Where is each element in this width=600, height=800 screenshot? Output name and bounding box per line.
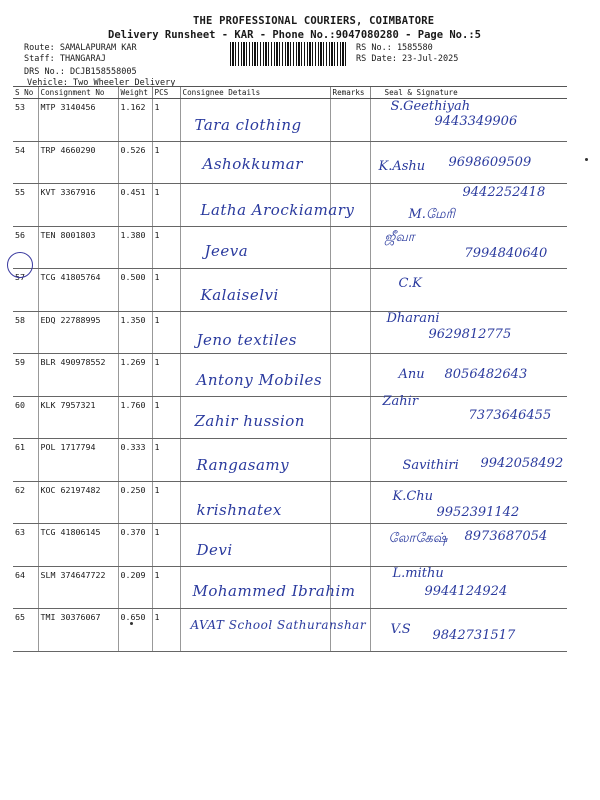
pcs-cell: 1 (152, 439, 180, 482)
header-right-block (356, 43, 458, 65)
rs-date: RS Date: 23-Jul-2025 (356, 54, 459, 64)
weight-cell: 1.162 (118, 99, 152, 142)
signature-cell (370, 566, 567, 609)
consignment-cell: TCG 41805764 (38, 269, 118, 312)
circle-mark (7, 252, 33, 278)
signature-phone: 9944124924 (424, 583, 508, 599)
consignee-handwriting: Mohammed Ibrahim (192, 581, 356, 600)
consignee-cell (180, 609, 367, 652)
signature-handwriting: V.S (390, 622, 411, 637)
consignment-cell: TRP 4660290 (38, 141, 118, 184)
signature-handwriting: Savithiri (402, 458, 459, 473)
signature-handwriting: K.Chu (392, 488, 434, 504)
consignee-cell (180, 311, 330, 354)
signature-cell (370, 354, 567, 397)
remarks-cell (330, 226, 370, 269)
remarks-cell (330, 269, 370, 312)
header-left-block (24, 43, 175, 89)
weight-cell: 1.350 (118, 311, 152, 354)
signature-handwriting: S.Geethiyah (390, 99, 471, 114)
consignee-cell (180, 354, 330, 397)
remarks-cell (330, 141, 370, 184)
signature-cell (370, 393, 567, 439)
consignee-cell (180, 439, 330, 482)
rs-number: RS No.: 1585580 (356, 43, 433, 53)
consignee-handwriting: Jeeva (204, 241, 249, 260)
col-consignment: Consignment No (38, 87, 118, 99)
signature-phone: 9942058492 (480, 456, 564, 471)
consignee-handwriting: Ashokkumar (202, 154, 303, 173)
remarks-cell (330, 354, 370, 397)
consignee-handwriting: Devi (196, 541, 233, 559)
pcs-cell: 1 (152, 396, 180, 439)
signature-cell (370, 311, 567, 354)
signature-phone: 7373646455 (468, 407, 552, 423)
signature-phone: 9698609509 (448, 154, 532, 170)
table-row (13, 141, 567, 184)
signature-cell (370, 99, 567, 142)
consignee-cell (180, 524, 330, 567)
sno-cell: 53 (13, 99, 38, 142)
table-row (13, 439, 567, 482)
weight-cell: 0.250 (118, 481, 152, 524)
consignee-cell (180, 396, 330, 439)
vehicle-label: Vehicle: Two Wheeler Delivery (27, 78, 176, 88)
consignee-cell (180, 141, 330, 184)
signature-phone: 8056482643 (444, 367, 528, 382)
consignee-handwriting: Latha Arockiamary (200, 201, 355, 219)
table-row (13, 354, 567, 397)
pcs-cell: 1 (152, 99, 180, 142)
consignment-cell: MTP 3140456 (38, 99, 118, 142)
signature-phone: 9443349906 (434, 114, 518, 129)
pcs-cell: 1 (152, 311, 180, 354)
signature-phone: 9629812775 (428, 326, 512, 342)
sno-cell: 54 (13, 141, 38, 184)
weight-cell: 0.526 (118, 141, 152, 184)
consignment-cell: TMI 30376067 (38, 609, 118, 652)
weight-cell: 0.333 (118, 439, 152, 482)
remarks-cell (330, 311, 370, 354)
weight-cell: 0.650 (118, 609, 152, 652)
consignment-cell: TCG 41806145 (38, 524, 118, 567)
consignee-handwriting: Antony Mobiles (196, 371, 323, 389)
consignment-cell: POL 1717794 (38, 439, 118, 482)
pcs-cell: 1 (152, 524, 180, 567)
weight-cell: 1.269 (118, 354, 152, 397)
col-remarks: Remarks (330, 87, 370, 99)
consignment-cell: BLR 490978552 (38, 354, 118, 397)
pcs-cell: 1 (152, 141, 180, 184)
col-pcs: PCS (152, 87, 180, 99)
signature-handwriting: K.Ashu (378, 158, 426, 174)
table-row (13, 524, 567, 567)
consignee-cell (180, 226, 330, 269)
consignee-handwriting: Zahir hussion (194, 411, 305, 430)
signature-handwriting: L.mithu (392, 565, 444, 581)
table-row (13, 184, 567, 227)
table-row (13, 269, 567, 312)
signature-phone: 9442252418 (462, 185, 546, 200)
pcs-cell: 1 (152, 226, 180, 269)
sno-cell: 60 (13, 396, 38, 439)
consignment-cell: TEN 8001803 (38, 226, 118, 269)
table-row (13, 99, 567, 142)
remarks-cell (330, 439, 370, 482)
sno-cell: 61 (13, 439, 38, 482)
consignee-handwriting: Kalaiselvi (200, 286, 279, 304)
remarks-cell (330, 99, 370, 142)
col-consignee: Consignee Details (180, 87, 330, 99)
sno-cell: 59 (13, 354, 38, 397)
runsheet-table (13, 86, 567, 652)
sno-cell: 57 (13, 269, 38, 312)
drs-label: DRS No.: DCJB158558005 (24, 67, 137, 77)
remarks-cell (330, 481, 370, 524)
remarks-cell (330, 396, 370, 439)
consignee-cell (180, 99, 330, 142)
consignee-cell (180, 481, 330, 524)
sno-cell: 63 (13, 524, 38, 567)
consignee-cell (180, 566, 356, 609)
table-row (13, 481, 567, 524)
signature-cell (370, 481, 567, 524)
pcs-cell: 1 (152, 269, 180, 312)
pcs-cell: 1 (152, 566, 180, 609)
barcode (230, 42, 348, 66)
consignee-handwriting: krishnatex (196, 500, 282, 519)
staff-label: Staff: THANGARAJ (24, 54, 106, 64)
table-row (13, 396, 567, 439)
col-weight: Weight (118, 87, 152, 99)
company-name: THE PROFESSIONAL COURIERS, COIMBATORE (193, 15, 435, 27)
sno-cell: 55 (13, 184, 38, 227)
signature-cell (370, 439, 567, 482)
consignee-cell (180, 184, 355, 227)
consignee-handwriting: Rangasamy (196, 456, 290, 474)
signature-handwriting: C.K (398, 276, 422, 291)
consignment-cell: SLM 374647722 (38, 566, 118, 609)
table-row (13, 609, 567, 652)
weight-cell: 0.209 (118, 566, 152, 609)
table-row (13, 311, 567, 354)
stray-dot (585, 158, 588, 161)
signature-cell (370, 184, 567, 227)
col-signature: Seal & Signature (370, 87, 567, 99)
signature-cell (370, 226, 567, 269)
table-row (13, 226, 567, 269)
signature-handwriting: Dharani (386, 310, 440, 326)
signature-handwriting: லோகேஷ் (388, 531, 448, 546)
signature-cell (370, 524, 567, 567)
signature-handwriting: Zahir (382, 393, 419, 409)
consignment-cell: KLK 7957321 (38, 396, 118, 439)
signature-phone: 9842731517 (432, 628, 516, 643)
consignee-handwriting: Tara clothing (194, 116, 302, 134)
signature-phone: 7994840640 (464, 245, 548, 261)
stray-dot (130, 622, 133, 625)
sno-cell: 58 (13, 311, 38, 354)
signature-phone: 8973687054 (464, 529, 548, 544)
sno-cell: 56 (13, 226, 38, 269)
signature-handwriting: Anu (398, 367, 425, 382)
consignment-cell: KOC 62197482 (38, 481, 118, 524)
weight-cell: 1.380 (118, 226, 152, 269)
table-row (13, 566, 567, 609)
signature-cell (370, 269, 567, 312)
signature-handwriting: ஜீவா (384, 229, 415, 245)
weight-cell: 0.370 (118, 524, 152, 567)
signature-cell (370, 141, 567, 184)
remarks-cell (330, 524, 370, 567)
weight-cell: 0.451 (118, 184, 152, 227)
pcs-cell: 1 (152, 609, 180, 652)
signature-phone: 9952391142 (436, 504, 520, 520)
consignment-cell: EDQ 22788995 (38, 311, 118, 354)
route-label: Route: SAMALAPURAM KAR (24, 43, 137, 53)
weight-cell: 0.500 (118, 269, 152, 312)
weight-cell: 1.760 (118, 396, 152, 439)
pcs-cell: 1 (152, 184, 180, 227)
sno-cell: 64 (13, 566, 38, 609)
pcs-cell: 1 (152, 481, 180, 524)
runsheet-title: Delivery Runsheet - KAR - Phone No.:9047080280 - Page No.:5 (108, 29, 481, 41)
pcs-cell: 1 (152, 354, 180, 397)
signature-handwriting: M.மேரி (408, 207, 455, 222)
consignee-handwriting: Jeno textiles (196, 330, 297, 349)
table-header (13, 87, 567, 99)
col-sno: S No (13, 87, 38, 99)
signature-cell (370, 609, 567, 652)
sno-cell: 65 (13, 609, 38, 652)
consignee-handwriting: AVAT School Sathuranshar (190, 618, 367, 632)
consignee-cell (180, 269, 330, 312)
consignment-cell: KVT 3367916 (38, 184, 118, 227)
sno-cell: 62 (13, 481, 38, 524)
